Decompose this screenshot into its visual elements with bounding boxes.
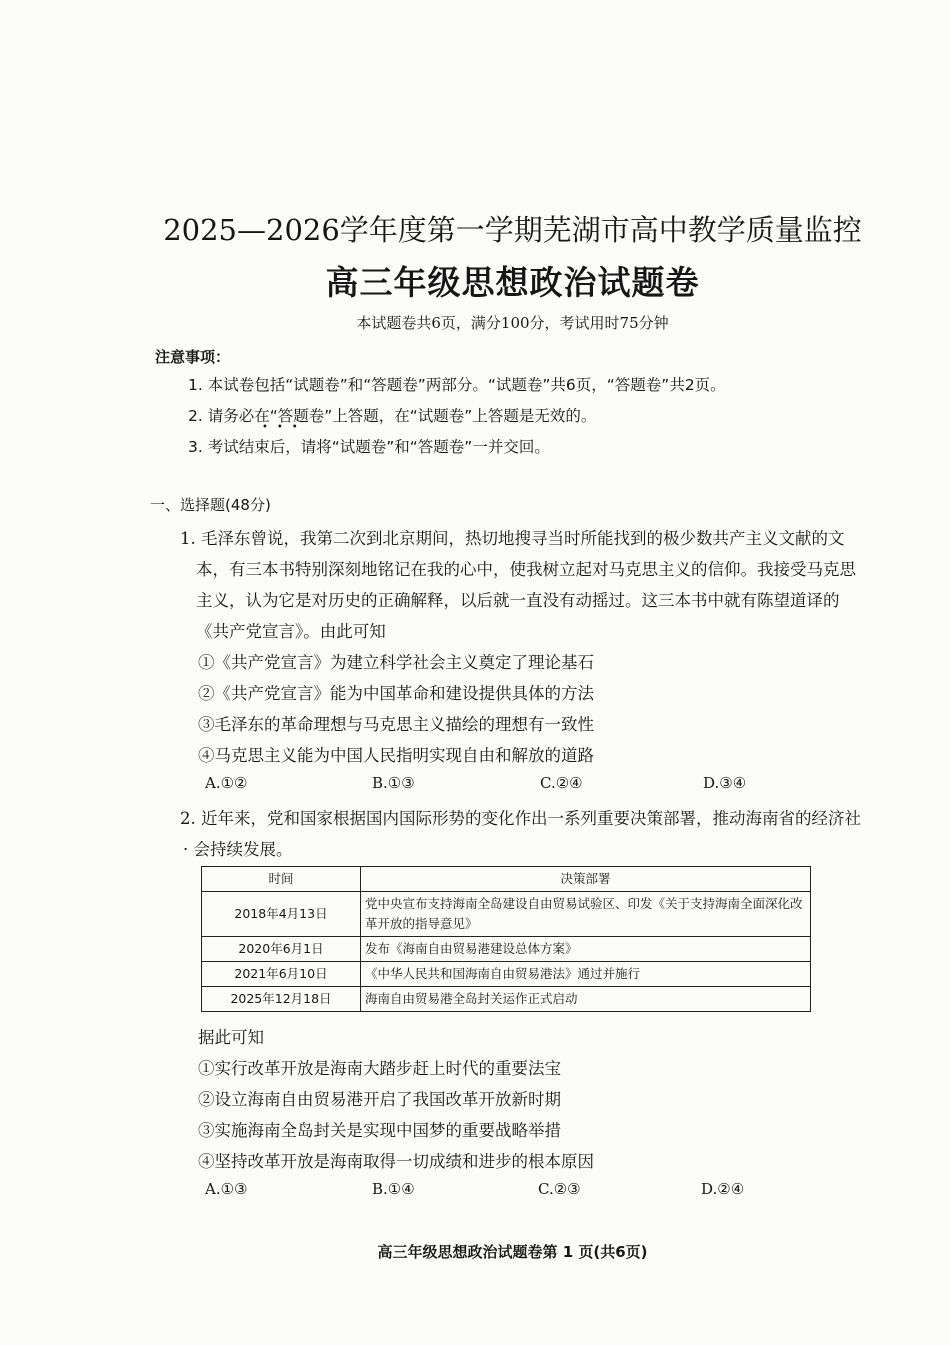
table-cell-decision: 海南自由贸易港全岛封关运作正式启动 [361, 987, 811, 1012]
table-cell-date: 2025年12月18日 [202, 987, 361, 1012]
table-row [202, 892, 811, 937]
q1-statement-1: ①《共产党宣言》为建立科学社会主义奠定了理论基石 [198, 653, 594, 672]
q1-option-d: D.③④ [703, 774, 747, 792]
q2-statement-3: ③实施海南全岛封关是实现中国梦的重要战略举措 [198, 1121, 561, 1140]
q2-line-1: 2. 近年来，党和国家根据国内国际形势的变化作出一系列重要决策部署，推动海南省的经济社 [180, 809, 861, 828]
q2-option-a: A.①③ [205, 1180, 248, 1198]
table-cell-decision: 党中央宣布支持海南全岛建设自由贸易试验区、印发《关于支持海南全面深化改革开放的指导意见》 [361, 892, 811, 937]
exam-title-line2: 高三年级思想政治试题卷 [325, 263, 700, 302]
q1-line-3: 主义，认为它是对历史的正确解释，以后就一直没有动摇过。这三本书中就有陈望道译的 [196, 591, 840, 610]
q1-statement-4: ④马克思主义能为中国人民指明实现自由和解放的道路 [198, 746, 594, 765]
note-item-2: 2. 请务必在“答题卷”上答题，在“试题卷”上答题是无效的。 [188, 407, 597, 425]
table-cell-date: 2020年6月1日 [202, 937, 361, 962]
policy-table [201, 866, 811, 1012]
exam-title-line1: 2025—2026学年度第一学期芜湖市高中教学质量监控 [163, 213, 862, 247]
exam-info: 本试题卷共6页，满分100分，考试用时75分钟 [356, 314, 669, 332]
q2-option-c: C.②③ [538, 1180, 581, 1198]
notes-heading: 注意事项： [155, 348, 231, 366]
table-row [202, 937, 811, 962]
q1-option-b: B.①③ [372, 774, 415, 792]
q1-line-4: 《共产党宣言》。由此可知 [196, 622, 386, 641]
table-row [202, 987, 811, 1012]
table-cell-date: 2021年6月10日 [202, 962, 361, 987]
q1-line-2: 本，有三本书特别深刻地铭记在我的心中，使我树立起对马克思主义的信仰。我接受马克思 [196, 560, 856, 579]
q2-option-d: D.②④ [701, 1180, 745, 1198]
table-cell-date: 2018年4月13日 [202, 892, 361, 937]
emphasis-dots: ••• [262, 422, 307, 433]
q2-option-b: B.①④ [372, 1180, 415, 1198]
q2-lead: 据此可知 [198, 1028, 264, 1047]
table-header-row [202, 867, 811, 892]
page-footer: 高三年级思想政治试题卷第 1 页(共6页) [377, 1243, 648, 1261]
note-item-3: 3. 考试结束后，请将“试题卷”和“答题卷”一并交回。 [188, 438, 550, 456]
q2-statement-1: ①实行改革开放是海南大踏步赶上时代的重要法宝 [198, 1059, 561, 1078]
table-header-time: 时间 [202, 867, 361, 892]
table-cell-decision: 《中华人民共和国海南自由贸易港法》通过并施行 [361, 962, 811, 987]
q1-statement-3: ③毛泽东的革命理想与马克思主义描绘的理想有一致性 [198, 715, 594, 734]
table-row [202, 962, 811, 987]
q1-option-c: C.②④ [540, 774, 583, 792]
q1-statement-2: ②《共产党宣言》能为中国革命和建设提供具体的方法 [198, 684, 594, 703]
q1-option-a: A.①② [205, 774, 248, 792]
note-item-1: 1. 本试卷包括“试题卷”和“答题卷”两部分。“试题卷”共6页，“答题卷”共2页。 [188, 376, 726, 394]
table-header-decision: 决策部署 [361, 867, 811, 892]
section-heading: 一、选择题(48分) [150, 496, 271, 514]
q2-statement-4: ④坚持改革开放是海南取得一切成绩和进步的根本原因 [198, 1152, 594, 1171]
table-cell-decision: 发布《海南自由贸易港建设总体方案》 [361, 937, 811, 962]
q2-line-2: · 会持续发展。 [183, 840, 293, 859]
q2-statement-2: ②设立海南自由贸易港开启了我国改革开放新时期 [198, 1090, 561, 1109]
q1-line-1: 1. 毛泽东曾说，我第二次到北京期间，热切地搜寻当时所能找到的极少数共产主义文献的文 [180, 529, 845, 548]
